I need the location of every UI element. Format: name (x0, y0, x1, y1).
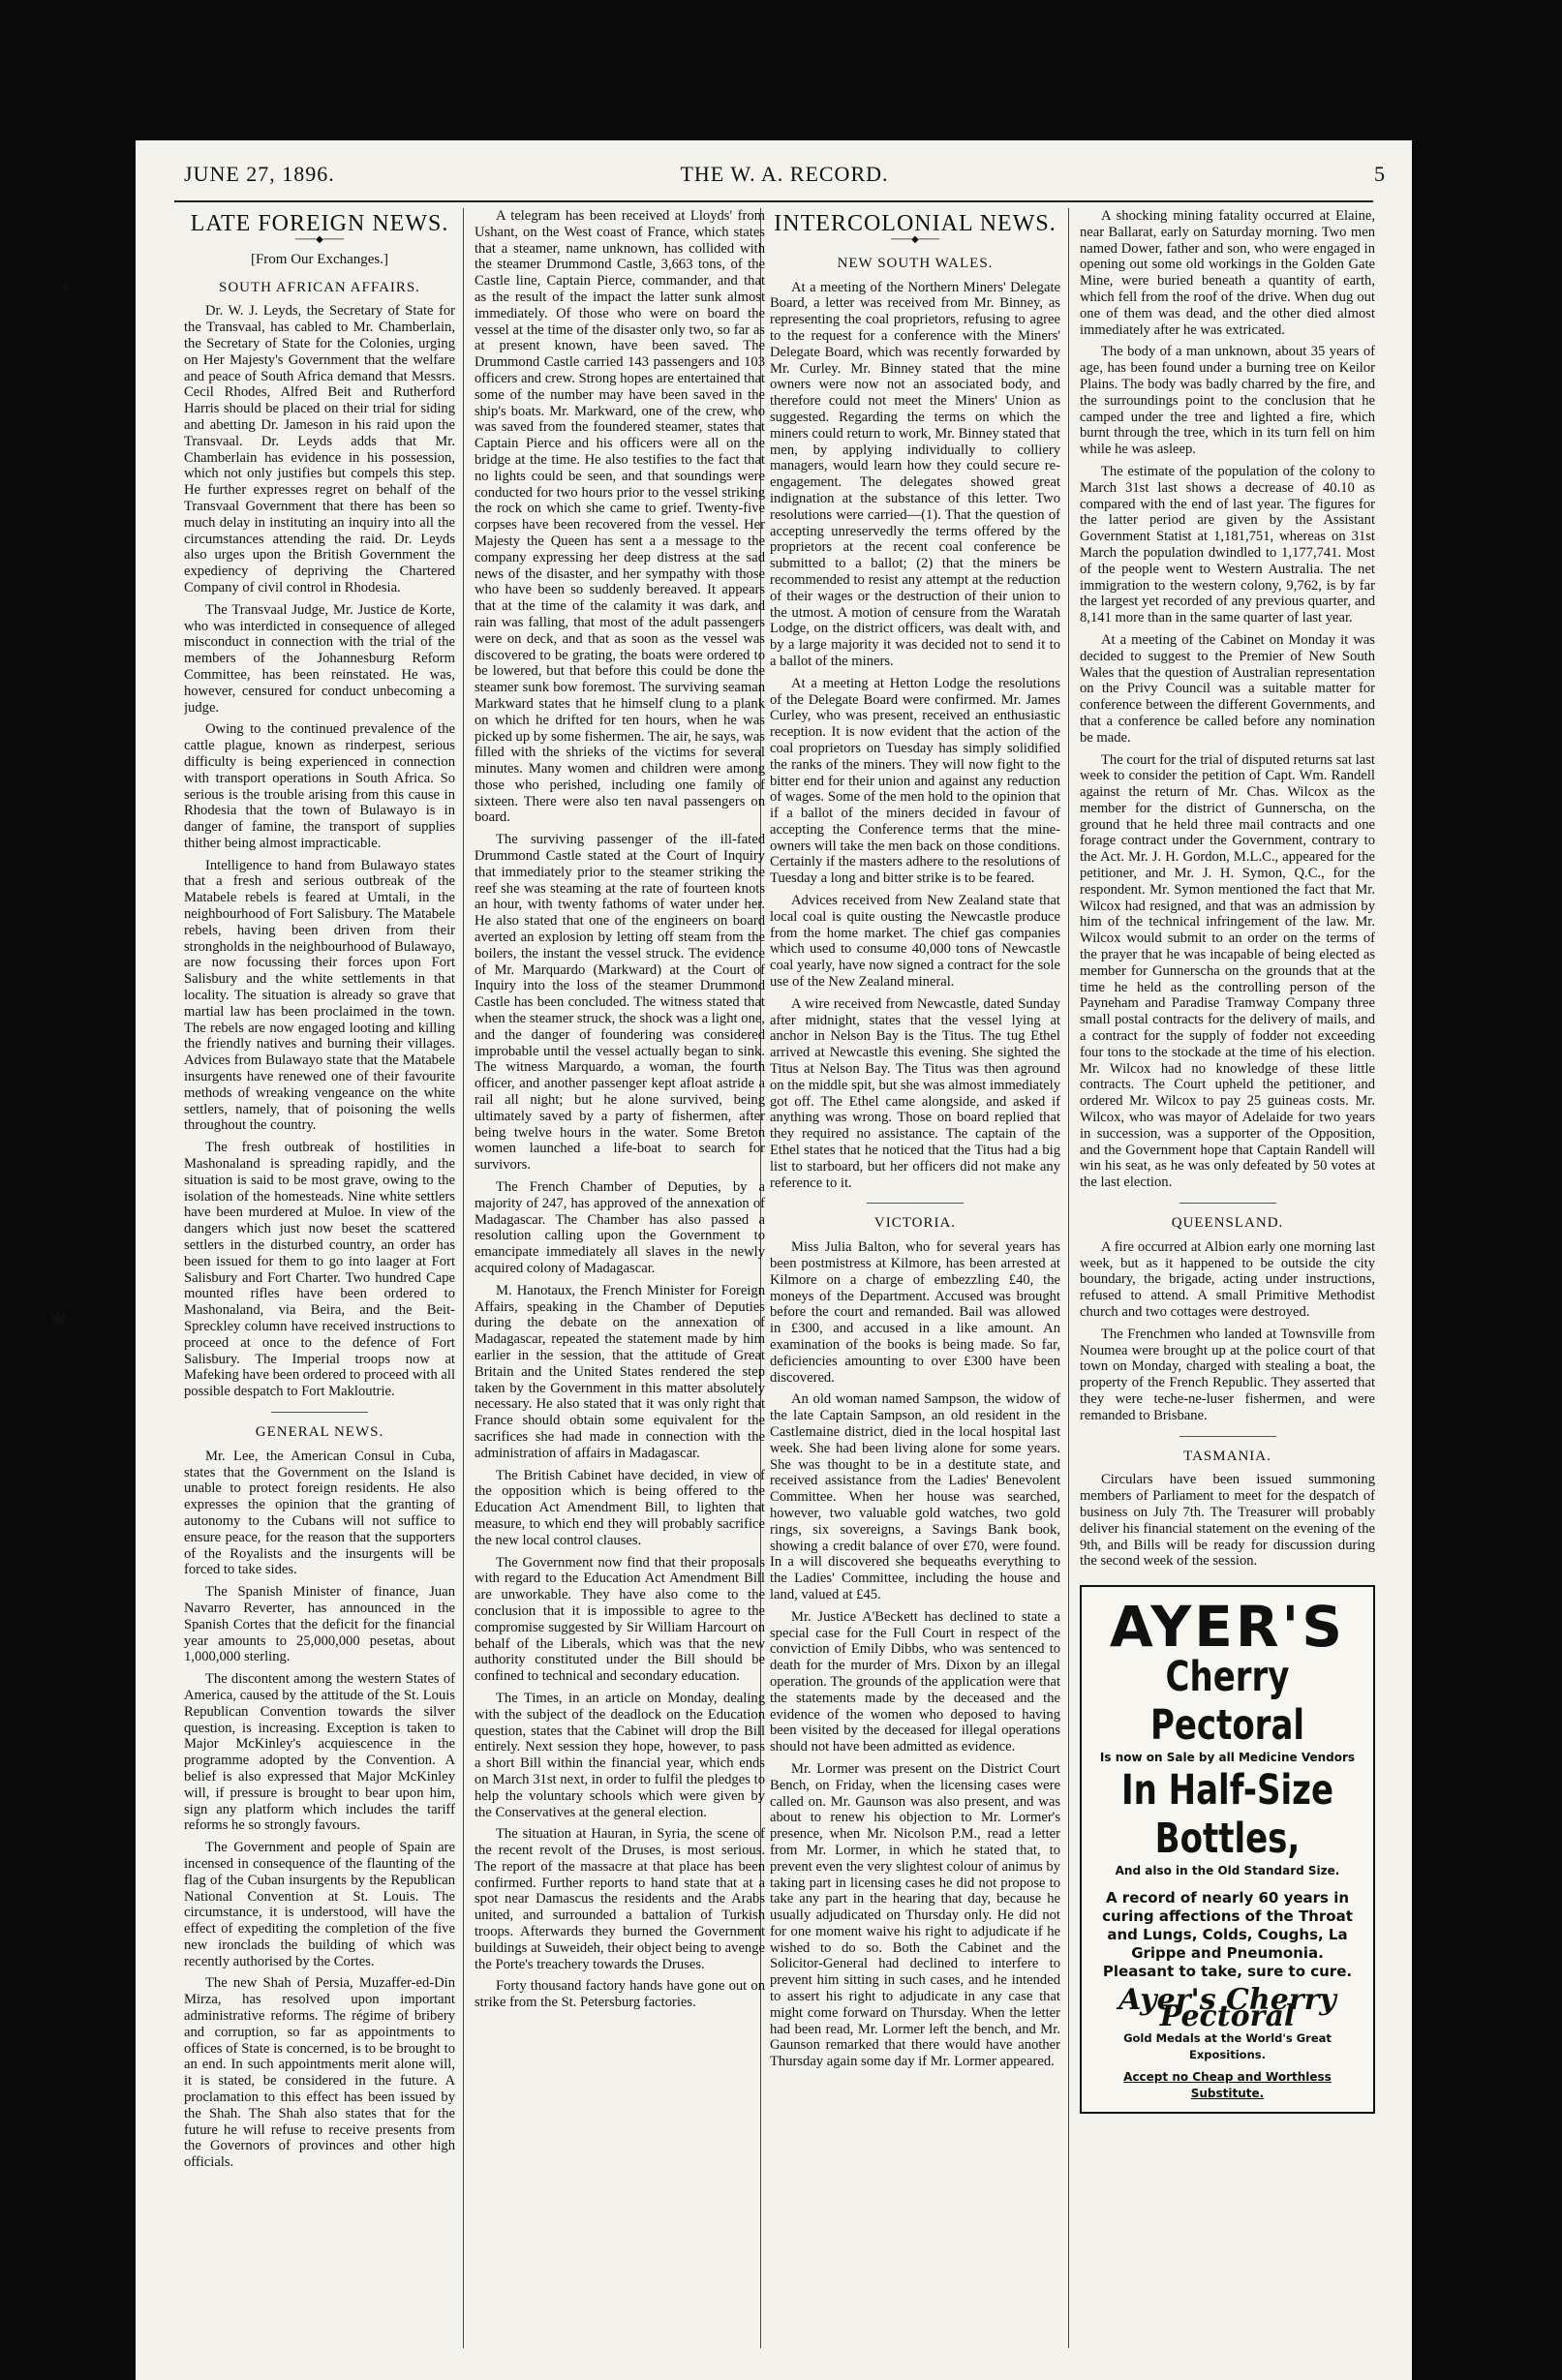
ad-also-line: And also in the Old Standard Size. (1115, 1863, 1340, 1877)
article-paragraph: Dr. W. J. Leyds, the Secretary of State for the Transvaal, has cabled to Mr. Chamberlain, the Secretary of State for the Colonies, urging on Her Majesty's Government that the welfare and peace of South Africa demand that Messrs. Cecil Rhodes, Alfred Beit and Rutherford Harris should be placed on their trial for siding and abetting Dr. Jameson in his raid upon the Transvaal. Dr. Leyds adds that Mr. Chamberlain has evidence in his possession, which not only justifies but compels this step. He further expresses regret on behalf of the Transvaal Government that there has been so much delay in instituting an inquiry into all the circumstances attending the raid. Dr. Leyds also urges upon the British Government the expediency of depriving the Chartered Company of civil control in Rhodesia. (184, 303, 455, 595)
section-separator (1179, 1203, 1276, 1204)
article-paragraph: M. Hanotaux, the French Minister for Foreign Affairs, speaking in the Chamber of Deputies during the debate on the annexation of Madagascar, repeated the statement made by him earlier in the session, that the attitude of Great Britain and the United States rendered the step taken by the Government in this matter absolutely necessary. He also stated that it was only right that France should obtain some equivalent for the sacrifices she had made in connection with the administration of affairs in Madagascar. (475, 1282, 765, 1461)
ornament-icon: ───◆─── (890, 233, 940, 245)
ad-record-line: A record of nearly 60 years in curing affections of the Throat and Lungs, Colds, Coughs, La Grippe and Pneumonia. Pleasant to take, sure to cure. (1102, 1888, 1353, 1980)
section-separator (867, 1203, 964, 1204)
ad-product: Cherry Pectoral (1149, 1653, 1305, 1751)
article-paragraph: Intelligence to hand from Bulawayo states that a fresh and serious outbreak of the Matabele rebels is feared at Umtali, in the neighbourhood of Fort Salisbury. The Matabele rebels, having been driven from their strongholds in the neighbourhood of Bulawayo, are now focussing their forces upon Fort Salisbury and the white settlements in that locality. The situation is already so grave that martial law has been proclaimed in the town. The rebels are now engaged looting and killing the friendly natives and burning their villages. Advices from Bulawayo state that the Matabele insurgents have renewed one of their favourite methods of wreaking vengeance on the white settlers, namely, that of poisoning the wells throughout the country. (184, 857, 455, 1134)
subhead-tasmania: TASMANIA. (1183, 1448, 1271, 1464)
subhead-victoria: VICTORIA. (873, 1215, 957, 1232)
margin-mark-icon: ◂ (58, 275, 69, 296)
section-separator (271, 1412, 368, 1413)
column-divider (1068, 208, 1069, 2348)
column-intercolonial-continued (1080, 208, 1375, 2353)
article-paragraph: The fresh outbreak of hostilities in Mashonaland is spreading rapidly, and the situation is said to be most grave, owing to the isolation of the homesteads. Nine white settlers have been murdered at Muloe. In view of the dangers which just now beset the scattered settlers in the disturbed country, an order has been issued for them to go into laager at Fort Salisbury and Fort Charter. Two hundred Cape mounted rifles have been ordered to Mashonaland, via Beira, and the Beit-Spreckley column have received instructions to proceed at once to the defence of Fort Salisbury. The Imperial troops now at Mafeking have been ordered to proceed with all possible despatch to Fort Makloutrie. (184, 1140, 455, 1400)
issue-date: JUNE 27, 1896. (184, 162, 335, 186)
article-paragraph: Advices received from New Zealand state that local coal is quite ousting the Newcastle produce from the home market. The chief gas companies which used to consume 40,000 tons of Newcastle coal yearly, have now signed a contract for the sole use of the New Zealand mineral. (770, 893, 1060, 991)
section-separator (1179, 1436, 1276, 1437)
article-paragraph: The court for the trial of disputed returns sat last week to consider the petition of Capt. Wm. Randell against the return of Mr. Chas. Wilcox as the member for the district of Gunnerscha, on the ground that he held three mail contracts and one forage contract under the Government, contrary to the Act. Mr. J. H. Gordon, M.L.C., appeared for the petitioner, and Mr. J. H. Symon, Q.C., for the respondent. Mr. Symon mentioned the fact that Mr. Wilcox had resigned, and that was an admission by him of the technical infringement of the law. Mr. Wilcox would submit to an order on the terms of the prayer that he was incapable of being elected as member for Gunnerscha on the grounds that at the time he held as the controlling person of the Payneham and Paradise Tramway Company three small postal contracts for the delivery of mails, and a contract for the supply of fodder not exceeding four tons to the stockade at the time of his election. Mr. Wilcox had no knowledge of these little contracts. The Court upheld the petitioner, and ordered Mr. Wilcox to pay 25 guineas costs. Mr. Wilcox, who was mayor of Adelaide for two years in succession, was a supporter of the Opposition, and the Government hope that Captain Randell will win his seat, as he was only defeated by 50 votes at the last election. (1080, 751, 1375, 1191)
article-paragraph: The discontent among the western States of America, caused by the attitude of the St. Louis Republican Convention towards the silver question, is increasing. Exception is taken to Major McKinley's acquiescence in the programme adopted by the Convention. A belief is also expressed that Major McKinley will, if pressure is brought to bear upon him, sign any platform which includes the tariff reforms he so strongly favours. (184, 1671, 455, 1834)
article-paragraph: Circulars have been issued summoning members of Parliament to meet for the despatch of business on July 7th. The Treasurer will probably deliver his financial statement on the evening of the 9th, and Bills will be ready for discussion during the second week of the session. (1080, 1472, 1375, 1570)
column-divider (463, 208, 464, 2348)
article-paragraph: The Government and people of Spain are incensed in consequence of the flaunting of the flag of the Cuban insurgents by the Republican National Convention at St. Louis. The circumstance, it is understood, will have the effect of expediting the completion of the five new ironclads the building of which was recently authorised by the Cortes. (184, 1840, 455, 1969)
article-paragraph: The new Shah of Persia, Muzaffer-ed-Din Mirza, has resolved upon important administrative reforms. The régime of bribery and corruption, so far as appointments to offices of State is concerned, is to be brought to an end. In such appointments merit alone will, it is stated, be considered in the future. A proclamation to this effect has been issued by the Shah. The Shah also states that for the future he will refuse to receive presents from the Governors of provinces and other high officials. (184, 1975, 455, 2171)
article-paragraph: The estimate of the population of the colony to March 31st last shows a decrease of 40.10 as compared with the end of last year. The figures for the latter period are given by the Assistant Government Statist at 1,181,751, whereas on 31st March the population dwindled to 1,177,741. Most of the people went to Western Australia. The net immigration to the western colony, 9,762, is by far the largest yet recorded of any previous quarter, and 8,141 more than in the same quarter of last year. (1080, 463, 1375, 626)
article-paragraph: Mr. Lormer was present on the District Court Bench, on Friday, when the licensing cases were called on. Mr. Gaunson was also present, and was about to renew his objection to Mr. Lormer's presence, when Mr. Nicolson P.M., read a letter from Mr. Lormer, in which he stated that, to prevent even the very slightest colour of animus by taking part in licensing cases he did not propose to take any part in the hearing that day, because he usually adjudicated on Thursday only. He did not for one moment waive his right to adjudicate if he wished to do so. Both the Cabinet and the Solicitor-General had declined to interfere to prevent him sitting in such cases, and he intended to assert his right to adjudicate in any case that might come forward on Thursday. When the letter had been read, Mr. Lormer left the bench, and Mr. Gaunson remarked that there would have another Thursday again some day if Mr. Lormer appeared. (770, 1760, 1060, 2070)
article-paragraph: A fire occurred at Albion early one morning last week, but as it happened to be outside the city boundary, the brigade, acting under instructions, refused to attend. A small Primitive Methodist church and two cottages were destroyed. (1080, 1238, 1375, 1320)
article-paragraph: A telegram has been received at Lloyds' from Ushant, on the West coast of France, which states that a steamer, name unknown, has collided with the steamer Drummond Castle, 3,663 tons, of the Castle line, Captain Pierce, commander, and that as the result of the impact the latter sunk almost immediately. Of those who were on board the vessel at the time of the disaster only two, so far as at present known, have been saved. The Drummond Castle carried 143 passengers and 103 officers and crew. Strong hopes are entertained that some of the number may have been saved in the ship's boats. Mr. Markward, one of the crew, who was saved from the foundered steamer, states that Captain Pierce and his officers were all on the bridge at the time. He also testifies to the fact that no lights could be seen, and that soundings were conducted for two hours prior to the vessel striking the rock on which she came to grief. Twenty-five corpses have been recovered from the vessel. Her Majesty the Queen has sent a a message to the company expressing her deep distress at the sad news of the disaster, and her sympathy with those who have been so suddenly bereaved. It appears that at the time of the calamity it was dark, and rain was falling, that most of the adult passengers were on deck, and that as soon as the vessel was discovered to be grating, the boats were ordered to be lowered, but that before this could be done the steamer sunk bow foremost. The surviving seaman Markward states that he himself clung to a plank on which he drifted for ten hours, when he was picked up by some fishermen. The air, he says, was filled with the shrieks of the victims for several minutes. Many women and children were among those who perished, including one family of sixteen. There were also ten naval passengers on board. (475, 208, 765, 826)
article-paragraph: At a meeting at Hetton Lodge the resolutions of the Delegate Board were confirmed. Mr. James Curley, who was present, received an enthusiastic reception. It is now evident that the action of the coal proprietors on Tuesday has simply solidified the ranks of the miners. They will now fight to the bitter end for their union and against any reduction of wages. Some of the men hold to the opinion that if a ballot of the miners decided in favour of accepting the Conference terms that the mine-owners will take the men back on those conditions. Certainly if the masters adhere to the resolutions of Tuesday a long and bitter strike is to be feared. (770, 675, 1060, 887)
article-paragraph: The Spanish Minister of finance, Juan Navarro Reverter, has announced in the Spanish Cortes that the deficit for the financial year amounts to 25,000,000 pesetas, about 1,000,000 sterling. (184, 1584, 455, 1665)
article-paragraph: The body of a man unknown, about 35 years of age, has been found under a burning tree on Keilor Plains. The body was badly charred by the fire, and the surroundings point to the conclusion that he camped under the tree and lighted a fire, which burnt through the tree, which in its turn fell on him while he was asleep. (1080, 344, 1375, 458)
subhead-queensland: QUEENSLAND. (1171, 1215, 1284, 1232)
article-paragraph: The Times, in an article on Monday, dealing with the subject of the deadlock on the Education question, states that the Cabinet will drop the Bill entirely. Next session they hope, however, to pass a short Bill within the financial year, which ends on March 31st next, in order to fulfil the pledges to help the voluntary schools which were given by the Conservatives at the general election. (475, 1690, 765, 1820)
ad-accept-line: Accept no Cheap and Worthless Substitute. (1123, 2069, 1332, 2100)
ad-bottles: In Half-Size Bottles, (1120, 1765, 1334, 1863)
article-paragraph: The British Cabinet have decided, in view of the opposition which is being offered to the Education Act Amendment Bill, to lighten that measure, to which end they will probably sacrifice the new local control clauses. (475, 1467, 765, 1548)
column-foreign-news-continued (475, 208, 765, 2353)
article-paragraph: At a meeting of the Northern Miners' Delegate Board, a letter was received from Mr. Binney, as representing the coal proprietors, refusing to agree to the request for a conference with the Miners' Delegate Board, which was recently forwarded by Mr. Curley. Mr. Binney stated that the mine owners were now not an associated body, and therefore could not meet the Miners' Union as suggested. Regarding the terms on which the miners could return to work, Mr. Binney stated that men, by applying individually to colliery managers, would learn how they could secure re-engagement. The delegates showed great indignation at the substance of this letter. Two resolutions were carried—(1). That the question of accepting unreservedly the terms offered by the proprietors at the recent coal conference be submitted to a ballot; (2) that the miners be recommended to resist any attempt at the reduction of their wages or the destruction of their union to the utmost. A motion of censure from the Waratah Lodge, on the district officers, was dealt with, and by a large majority it was decided not to send it to a ballot of the miners. (770, 279, 1060, 669)
column-late-foreign-news (184, 208, 455, 2353)
paper-title: THE W. A. RECORD. (680, 162, 889, 186)
ad-sale-line: Is now on Sale by all Medicine Vendors (1099, 1751, 1356, 1765)
column-intercolonial-news (770, 208, 1060, 2353)
subhead-south-african-affairs: SOUTH AFRICAN AFFAIRS. (218, 279, 421, 295)
article-paragraph: The Frenchmen who landed at Townsville from Noumea were brought up at the police court of that town on Monday, charged with stealing a boat, the property of the French Republic. They asserted that they were teche-ne-luser fishermen, and were remanded to Brisbane. (1080, 1326, 1375, 1423)
article-paragraph: The French Chamber of Deputies, by a majority of 247, has approved of the annexation of Madagascar. The Chamber has also passed a resolution calling upon the Government to emancipate immediately all slaves in the newly acquired colony of Madagascar. (475, 1179, 765, 1276)
page-number: 5 (1374, 162, 1385, 186)
ornament-icon: ───◆─── (294, 233, 345, 245)
article-paragraph: The situation at Hauran, in Syria, the scene of the recent revolt of the Druses, is most serious. The report of the massacre at that place has been confirmed. Further reports to hand state that at a spot near Damascus the residents and the Arabs united, and surrounded a battalion of Turkish troops. Afterwards they burned the Government buildings at Suweideh, their object being to avenge the Porte's treachery towards the Druses. (475, 1826, 765, 1972)
article-paragraph: The Transvaal Judge, Mr. Justice de Korte, who was interdicted in consequence of alleged misconduct in connection with the trial of the members of the Johannesburg Reform Committee, has been reinstated. He was, however, censured for conduct unbecoming a judge. (184, 601, 455, 716)
subhead-new-south-wales: NEW SOUTH WALES. (837, 255, 994, 271)
article-paragraph: An old woman named Sampson, the widow of the late Captain Sampson, an old resident in the Castlemaine district, died in the local hospital last week. She had been living alone for some years. She was thought to be in a destitute state, and received assistance from the Ladies' Benevolent Committee. When her house was searched, however, two valuable gold watches, two gold rings, six sovereigns, a Savings Bank book, showing a credit balance of over £70, were found. In a will discovered she bequeaths everything to the Ladies' Committee, including the house and land, valued at £45. (770, 1391, 1060, 1602)
page-header (184, 162, 1385, 200)
ad-script-name: Ayer's Cherry Pectoral (1118, 1982, 1336, 2033)
article-paragraph: Mr. Justice A'Beckett has declined to state a special case for the Full Court in respect of the conviction of Emily Dibbs, who was sentenced to death for the murder of Mrs. Dixon by an illegal operation. The grounds of the application were that the statements made by the deceased and the evidence of the women who deposed to having been visited by the deceased for illegal operations should not have been admitted as evidence. (770, 1608, 1060, 1755)
ad-brand: AYER'S (1109, 1594, 1346, 1661)
source-note: [From Our Exchanges.] (250, 251, 389, 267)
newspaper-page (136, 140, 1412, 2380)
article-paragraph: Owing to the continued prevalence of the cattle plague, known as rinderpest, serious difficulty is being experienced in connection with transport operations in South Africa. So serious is the trouble arising from this cause in Rhodesia that the town of Bulawayo is in danger of famine, the transport of supplies thither being almost impracticable. (184, 721, 455, 851)
ad-gold-line: Gold Medals at the World's Great Expositions. (1123, 2031, 1332, 2062)
article-paragraph: The surviving passenger of the ill-fated Drummond Castle stated at the Court of Inquiry that immediately prior to the steamer striking the reef she was steaming at the rate of fourteen knots an hour, with twenty fathoms of water under her. He also stated that one of the engineers on board averted an explosion by letting off steam from the boilers, the instant the vessel struck. The evidence of Mr. Marquardo (Markward) at the Court of Inquiry into the loss of the steamer Drummond Castle has been concluded. The witness stated that when the steamer struck, the shock was a light one, and the danger of foundering was considered improbable until the vessel actually began to sink. The witness Marquardo, a woman, the fourth officer, and another passenger kept afloat astride a rail all night; but he alone survived, being ultimately saved by a party of fishermen, after being twelve hours in the water. Some Breton women launched a life-boat to search for survivors. (475, 832, 765, 1174)
section-title-late-foreign-news: LATE FOREIGN NEWS. (190, 211, 449, 236)
article-paragraph: Miss Julia Balton, who for several years has been postmistress at Kilmore, has been arrested at Kilmore on a charge of embezzling £40, the moneys of the Department. Accused was brought before the court and remanded. Bail was allowed in £300, and accused in a like amount. An examination of the books is being made. So far, deficiencies amounting to over £300 have been discovered. (770, 1239, 1060, 1386)
ayers-cherry-pectoral-advertisement (1080, 1585, 1375, 2113)
article-paragraph: A shocking mining fatality occurred at Elaine, near Ballarat, early on Saturday morning. Two men named Dower, father and son, who were engaged in opening out some old workings in the Golden Gate Mine, were buried beneath a quantity of earth, which fell from the roof of the drive. When dug out one of them was dead, and the other died almost immediately after he was extricated. (1080, 208, 1375, 338)
subhead-general-news: GENERAL NEWS. (255, 1423, 384, 1440)
article-paragraph: Mr. Lee, the American Consul in Cuba, states that the Government on the Island is unable to protect foreign residents. He also expresses the opinion that the granting of autonomy to the Cubans will not suffice to ensure peace, for the reason that the supporters of the Royalists and the insurgents will be forced to take sides. (184, 1448, 455, 1578)
section-title-intercolonial-news: INTERCOLONIAL NEWS. (774, 211, 1057, 236)
margin-mark-icon: ✱ (50, 1309, 67, 1330)
article-paragraph: The Government now find that their proposals with regard to the Education Act Amendment Bill are unworkable. They have also come to the conclusion that it is impossible to agree to the compromise suggested by Sir William Harcourt on behalf of the Liberals, which was that the new authority constituted under the Bill should be confined to technical and secondary education. (475, 1554, 765, 1685)
article-paragraph: Forty thousand factory hands have gone out on strike from the St. Petersburg factories. (475, 1978, 765, 2011)
header-rule (174, 200, 1373, 202)
article-paragraph: At a meeting of the Cabinet on Monday it was decided to suggest to the Premier of New South Wales that the question of Australian representation on the Privy Council was a suitable matter for conference between the different Governments, and that a conference be called before any nomination be made. (1080, 631, 1375, 746)
article-paragraph: A wire received from Newcastle, dated Sunday after midnight, states that the vessel lying at anchor in Nelson Bay is the Titus. The tug Ethel arrived at Newcastle this evening. She sighted the Titus at Nelson Bay. The Titus was then aground on the middle spit, but she was almost immediately got off. The Ethel came alongside, and asked if anything was wrong. Those on board replied that they required no assistance. The captain of the Ethel states that he noticed that the Titus had a big list to starboard, but her officers did not make any reference to it. (770, 995, 1060, 1191)
